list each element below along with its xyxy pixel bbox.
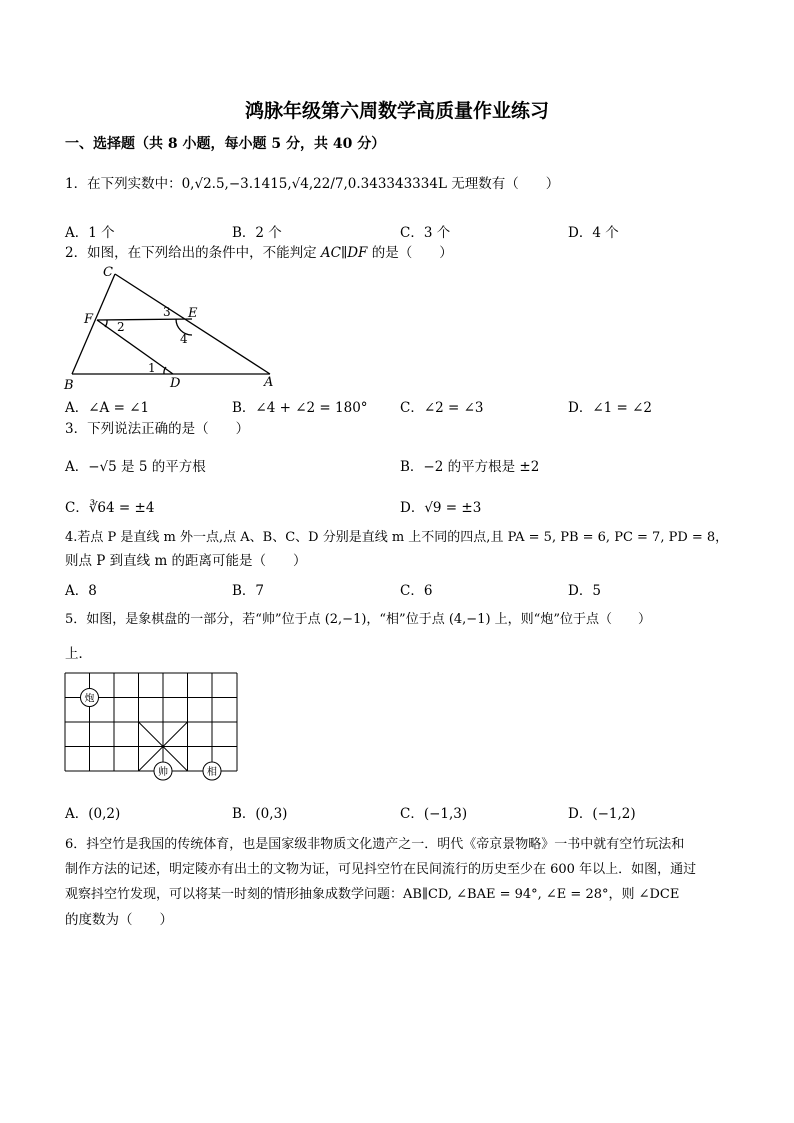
q5-option-a[interactable]: A．(0,2) bbox=[65, 806, 121, 822]
line-fe bbox=[97, 319, 192, 320]
q1-option-c[interactable]: C．3 个 bbox=[400, 225, 451, 241]
shuai-label: 帅 bbox=[158, 767, 168, 778]
q2-option-c[interactable]: C．∠2 = ∠3 bbox=[400, 400, 484, 416]
q2-option-b[interactable]: B．∠4 + ∠2 = 180° bbox=[232, 400, 368, 416]
page-title: 鸿脉年级第六周数学高质量作业练习 bbox=[244, 100, 549, 122]
q3-option-c[interactable]: C．∛64 = ±4 bbox=[65, 500, 155, 516]
label-c: C bbox=[103, 265, 113, 280]
question-5-line-2: 上． bbox=[65, 646, 92, 662]
label-d: D bbox=[170, 376, 181, 391]
xiang-label: 相 bbox=[207, 767, 217, 778]
q1-numbers: 0,√2.5,−3.1415,√4,22/7,0.343343334L bbox=[181, 176, 447, 192]
q2-stem-a: 2．如图，在下列给出的条件中，不能判定 bbox=[65, 245, 321, 261]
question-4-line-2: 则点 P 到直线 m 的距离可能是（ ） bbox=[65, 553, 307, 569]
label-angle-4: 4 bbox=[180, 332, 188, 346]
xiang-piece bbox=[203, 762, 221, 780]
q5-option-c[interactable]: C．(−1,3) bbox=[400, 806, 468, 822]
line-bc bbox=[72, 274, 115, 374]
line-fd bbox=[97, 320, 173, 374]
question-3: 3．下列说法正确的是（ ） bbox=[65, 421, 250, 437]
q1-suffix: 无理数有（ ） bbox=[446, 176, 560, 192]
question-5-line-1: 5．如图，是象棋盘的一部分，若“帅”位于点 (2,−1)，“相”位于点 (4,−1) 上，则“炮”位于点（ ） bbox=[65, 612, 651, 627]
angle-2-arc bbox=[105, 320, 107, 327]
q4-option-a[interactable]: A．8 bbox=[65, 583, 97, 599]
q1-prefix: 1．在下列实数中： bbox=[65, 176, 182, 192]
question-2 bbox=[65, 245, 453, 261]
section-heading: 一、选择题（共 8 小题，每小题 5 分，共 40 分） bbox=[65, 136, 386, 152]
question-6-line-1: 6．抖空竹是我国的传统体育，也是国家级非物质文化遗产之一．明代《帝京景物略》一书中就有空竹玩法和 bbox=[65, 837, 685, 852]
q5-option-d[interactable]: D．(−1,2) bbox=[568, 806, 636, 822]
label-angle-3: 3 bbox=[163, 305, 171, 319]
q1-option-a[interactable]: A．1 个 bbox=[65, 225, 115, 241]
line-ca bbox=[115, 274, 270, 374]
q5-option-b[interactable]: B．(0,3) bbox=[232, 806, 288, 822]
q1-option-d[interactable]: D．4 个 bbox=[568, 225, 619, 241]
q4-option-d[interactable]: D．5 bbox=[568, 583, 601, 599]
q3-option-b[interactable]: B．−2 的平方根是 ±2 bbox=[400, 459, 540, 475]
question-4-line-1: 4.若点 P 是直线 m 外一点,点 A、B、C、D 分别是直线 m 上不同的四点,且 PA = 5, PB = 6, PC = 7, PD = 8， bbox=[65, 530, 729, 545]
q2-option-d[interactable]: D．∠1 = ∠2 bbox=[568, 400, 653, 416]
q3-option-d[interactable]: D．√9 = ±3 bbox=[400, 500, 482, 516]
q1-option-b[interactable]: B．2 个 bbox=[232, 225, 282, 241]
label-e: E bbox=[188, 306, 198, 321]
q2-triangle-figure bbox=[60, 262, 290, 392]
q2-stem-math: AC∥DF bbox=[320, 245, 368, 261]
q2-option-a[interactable]: A．∠A = ∠1 bbox=[65, 400, 150, 416]
q4-option-c[interactable]: C．6 bbox=[400, 583, 433, 599]
question-6-line-4: 的度数为（ ） bbox=[65, 912, 173, 928]
q2-stem-b: 的是（ ） bbox=[367, 245, 453, 261]
label-angle-2: 2 bbox=[117, 320, 125, 334]
question-6-line-2: 制作方法的记述，明定陵亦有出土的文物为证，可见抖空竹在民间流行的历史至少在 600 年以上．如图，通过 bbox=[65, 862, 697, 877]
shuai-piece bbox=[154, 762, 172, 780]
q3-option-a[interactable]: A．−√5 是 5 的平方根 bbox=[65, 459, 206, 475]
label-f: F bbox=[84, 312, 94, 327]
label-a: A bbox=[264, 375, 274, 390]
chessboard-figure bbox=[62, 670, 244, 782]
label-b: B bbox=[64, 378, 74, 392]
question-6-line-3: 观察抖空竹发现，可以将某一时刻的情形抽象成数学问题：AB∥CD, ∠BAE = 94°, ∠E = 28°，则 ∠DCE bbox=[65, 887, 680, 902]
pao-piece bbox=[81, 689, 99, 707]
question-1 bbox=[65, 176, 559, 192]
label-angle-1: 1 bbox=[148, 361, 156, 375]
q4-option-b[interactable]: B．7 bbox=[232, 583, 265, 599]
pao-label: 炮 bbox=[84, 693, 95, 705]
